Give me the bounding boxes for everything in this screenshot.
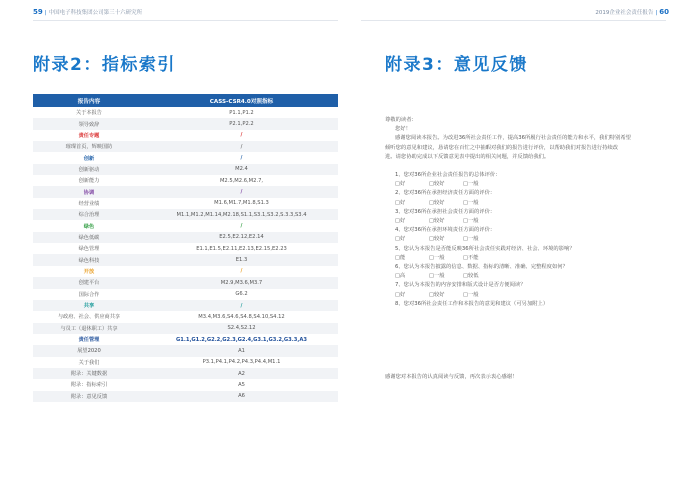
- question-text: 3、您对36所在承担社会责任方面的评价：: [395, 208, 496, 215]
- table-row: [33, 277, 338, 288]
- checkbox-option[interactable]: □较低: [463, 273, 479, 280]
- row-content: 责任管理: [78, 337, 100, 344]
- row-content: 领导致辞: [78, 121, 100, 128]
- row-content: 创新: [83, 155, 95, 162]
- row-index: M2.4: [235, 166, 248, 173]
- row-content: 璀璨首页，辉映国防: [65, 144, 113, 151]
- intro-line-2: 倾听您的意见和建议，恳请您在百忙之中抽暇对我们的报告进行评价，以帮助我们对报告进行持续改: [385, 144, 619, 151]
- left-header-rule: [33, 20, 338, 21]
- table-header: [33, 94, 338, 107]
- checkbox-option[interactable]: □较好: [429, 291, 445, 298]
- row-index: G1.1,G1.2,G2.2,G2.3,G2.4,G3.1,G3.2,G3.3,A3: [176, 336, 307, 343]
- checkbox-option[interactable]: □一般: [463, 236, 479, 243]
- row-content: 展望2020: [77, 348, 101, 355]
- row-index: /: [240, 302, 243, 309]
- row-index: P3.1,P4.1,P4.2,P4.3,P4.4,M1.1: [202, 359, 281, 366]
- left-page-number: 59: [33, 8, 43, 16]
- row-index: /: [240, 143, 243, 150]
- row-content: 与员工（退休职工）共享: [60, 325, 118, 332]
- table-row: [33, 232, 338, 243]
- question-text: 6、您认为本报告披露的信息、数据、指标的清晰、准确、完整程度如何？: [395, 264, 568, 271]
- table-row: [33, 334, 338, 345]
- checkbox-option[interactable]: □较好: [429, 236, 445, 243]
- question-options: [385, 272, 665, 281]
- right-page-number: 60: [659, 8, 669, 16]
- row-content: 协调: [83, 189, 95, 196]
- intro-line-3: 进。请您协助完成以下反馈意见表中提出的相关问题，并反馈给我们。: [385, 153, 550, 160]
- row-index: S2.4,S2.12: [227, 325, 256, 332]
- checkbox-option[interactable]: □一般: [463, 218, 479, 225]
- row-index: M1.1,M1.2,M1.14,M2.18,S1.1,S3.1,S3.2,S.3.3,S3.4: [176, 211, 307, 218]
- row-content: 绿色管理: [78, 246, 100, 253]
- row-index: P1.1,P1.2: [229, 109, 254, 116]
- checkbox-option[interactable]: □较好: [429, 181, 445, 188]
- greeting: 尊敬的读者：: [385, 117, 417, 123]
- table-row: [33, 300, 338, 311]
- checkbox-option[interactable]: □好: [395, 236, 406, 243]
- closing-text: 感谢您对本报告的认真阅读与反馈，再次表示衷心感谢！: [385, 374, 518, 380]
- table-row: [33, 198, 338, 209]
- row-content: 附录：关键数据: [70, 371, 108, 378]
- checkbox-option[interactable]: □好: [395, 291, 406, 298]
- row-index: G6.2: [235, 291, 248, 298]
- row-index: A2: [238, 370, 245, 377]
- question-text: 7、您认为本报告的内容安排和版式设计是否方便阅读？: [395, 282, 526, 289]
- question-text: 5、您认为本报告是否能反映36所社会责任实践对经济、社会、环境的影响？: [395, 245, 575, 252]
- row-index: /: [240, 189, 243, 196]
- row-content: 共享: [83, 303, 95, 310]
- question-options: [385, 180, 665, 189]
- checkbox-option[interactable]: □好: [395, 199, 406, 206]
- row-index: /: [240, 223, 243, 230]
- row-content: 国际合作: [78, 291, 100, 298]
- row-content: 与政府、社会、供应商共享: [57, 314, 121, 321]
- left-header-text: 中国电子科技集团公司第三十六研究所: [48, 10, 143, 16]
- row-content: 经营业绩: [78, 200, 100, 207]
- table-row: [33, 186, 338, 197]
- checkbox-option[interactable]: □一般: [463, 199, 479, 206]
- table-row: [33, 209, 338, 220]
- right-header-text: 2019企业社会责任报告: [595, 10, 654, 16]
- checkbox-option[interactable]: □一般: [429, 273, 445, 280]
- checkbox-option[interactable]: □较好: [429, 218, 445, 225]
- table-row: [33, 141, 338, 152]
- row-content: 绿色低碳: [78, 234, 100, 241]
- table-row: [33, 118, 338, 129]
- spacer: [385, 162, 665, 171]
- feedback-letter: [385, 116, 665, 309]
- hello: 您好！: [395, 126, 411, 133]
- table-row: [33, 164, 338, 175]
- row-index: E1.3: [235, 257, 248, 264]
- row-index: /: [240, 155, 243, 162]
- question-options: [385, 291, 665, 300]
- right-header: [595, 8, 669, 16]
- table-row: [33, 345, 338, 356]
- header-separator: |: [44, 10, 47, 16]
- row-content: 责任专题: [78, 132, 100, 139]
- appendix3-title: 附录3：意见反馈: [385, 55, 528, 75]
- col-header-index: CASS-CSR4.0对照指标: [209, 98, 274, 105]
- right-header-rule: [361, 20, 666, 21]
- checkbox-option[interactable]: □好: [395, 181, 406, 188]
- intro-line-1: 感谢您阅读本报告。为改进36所社会责任工作，提高36所履行社会责任的能力和水平，我们特别希望: [395, 135, 631, 142]
- question-options: [385, 199, 665, 208]
- col-header-content: 报告内容: [77, 98, 101, 105]
- row-index: /: [240, 132, 243, 139]
- question-options: [385, 235, 665, 244]
- checkbox-option[interactable]: □较好: [429, 199, 445, 206]
- row-content: 创新能力: [78, 178, 100, 185]
- checkbox-option[interactable]: □能: [395, 254, 406, 261]
- row-index: /: [240, 268, 243, 275]
- row-index: E2.5,E2.12,E2.14: [219, 234, 264, 241]
- question-text: 2、您对36所在承担经济责任方面的评价：: [395, 190, 496, 197]
- table-row: [33, 368, 338, 379]
- table-row: [33, 391, 338, 402]
- row-index: P2.1,P2.2: [229, 121, 254, 128]
- row-content: 创新驱动: [78, 166, 100, 173]
- row-index: A5: [238, 381, 245, 388]
- question-list: [385, 171, 665, 309]
- checkbox-option[interactable]: □好: [395, 218, 406, 225]
- row-content: 创建平台: [78, 280, 100, 287]
- table-row: [33, 289, 338, 300]
- table-row: [33, 220, 338, 231]
- table-row: [33, 266, 338, 277]
- row-index: M1.6,M1.7,M1.8,S1.3: [214, 200, 269, 207]
- row-index: M3.4,M3.6,S4.6,S4.8,S4.10,S4.12: [198, 313, 285, 320]
- table-row: [33, 243, 338, 254]
- table-row: [33, 152, 338, 163]
- table-row: [33, 357, 338, 368]
- left-header: [33, 8, 142, 16]
- row-index: E1.1,E1.5,E2.11,E2.13,E2.15,E2.23: [196, 245, 287, 252]
- checkbox-option[interactable]: □一般: [463, 291, 479, 298]
- table-row: [33, 379, 338, 390]
- question-text: 1、您对36所企业社会责任报告的总体评价：: [395, 172, 501, 179]
- row-content: 绿色: [83, 223, 95, 230]
- index-table: [33, 94, 338, 402]
- question-options: [385, 254, 665, 263]
- header-separator: |: [655, 10, 658, 16]
- row-content: 关于本报告: [76, 110, 102, 117]
- row-content: 附录：意见反馈: [70, 393, 108, 400]
- row-index: A1: [238, 347, 245, 354]
- table-body: [33, 107, 338, 402]
- question-options: [385, 217, 665, 226]
- question-text: 8、您对36所社会责任工作和本报告的意见和建议（可另加附上）: [395, 300, 549, 307]
- table-row: [33, 130, 338, 141]
- row-index: A6: [238, 393, 245, 400]
- row-content: 附录：指标索引: [70, 382, 108, 389]
- checkbox-option[interactable]: □不能: [463, 254, 479, 261]
- table-row: [33, 254, 338, 265]
- row-content: 绿色科技: [78, 257, 100, 264]
- row-index: M2.9,M3.6,M3.7: [220, 279, 263, 286]
- appendix2-title: 附录2：指标索引: [33, 55, 176, 75]
- table-row: [33, 107, 338, 118]
- table-row: [33, 311, 338, 322]
- question-text: 4、您对36所在承担环境责任方面的评价：: [395, 227, 496, 234]
- row-content: 综合治理: [78, 212, 100, 219]
- checkbox-option[interactable]: □一般: [429, 254, 445, 261]
- checkbox-option[interactable]: □高: [395, 273, 406, 280]
- row-content: 开放: [83, 268, 95, 275]
- row-content: 关于我们: [78, 359, 100, 366]
- row-index: M2.5,M2.6,M2.7,: [219, 177, 264, 184]
- table-row: [33, 323, 338, 334]
- checkbox-option[interactable]: □一般: [463, 181, 479, 188]
- table-row: [33, 175, 338, 186]
